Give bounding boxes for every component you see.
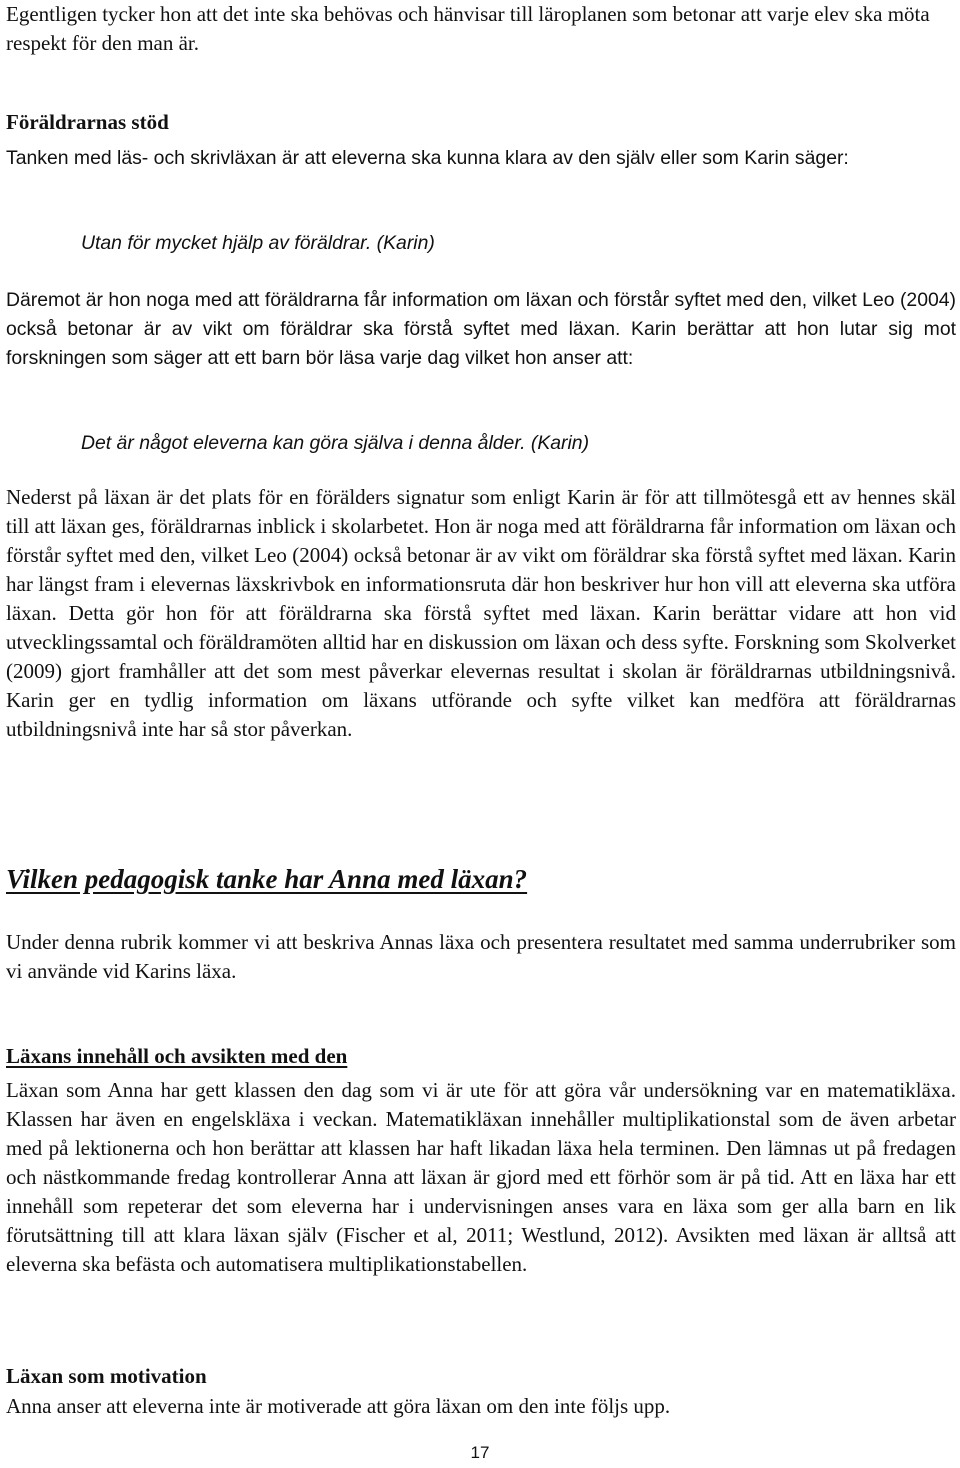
paragraph-anna-anser: Anna anser att eleverna inte är motiverade att göra läxan om den inte följs upp.: [6, 1394, 671, 1418]
heading-foraldrarnas-stod: Föräldrarnas stöd: [6, 110, 169, 134]
paragraph-nederst: Nederst på läxan är det plats för en förälders signatur som enligt Karin är för att tillmötesgå ett av hennes skäl till att läxan ges, föräldrarnas inblick i skolarbetet. Hon är noga med att föräldrarna får information om läxan och förstår syftet med den, vilket Leo (2004) också betonar är av vikt om föräldrar ska förstå syftet med läxan. Karin har längst fram i elevernas läxskrivbok en informationsruta där hon beskriver hur hon vill att eleverna ska utföra läxan. Detta gör hon för att föräldrarna ska förstå syftet med läxan. Karin berättar vidare att hon vid utvecklingssamtal och föräldramöten alltid har en diskussion om läxan och dess syfte. Forskning som Skolverket (2009) gjort framhåller att det som mest påverkar elevernas resultat i skolan är föräldrarnas utbildningsnivå. Karin ger en tydlig information om läxans utförande och syfte vilket kan medföra att föräldrarnas utbildningsnivå inte har så stor påverkan.: [6, 485, 956, 741]
section-title-anna: Vilken pedagogisk tanke har Anna med läxan?: [6, 864, 528, 894]
quote-karin-1: Utan för mycket hjälp av föräldrar. (Karin): [81, 232, 435, 254]
page-number: 17: [470, 1443, 490, 1462]
paragraph-tanken: Tanken med läs- och skrivläxan är att eleverna ska kunna klara av den själv eller som Karin säger:: [6, 147, 849, 169]
quote-karin-2: Det är något eleverna kan göra själva i denna ålder. (Karin): [81, 432, 590, 454]
paragraph-laxan-som-anna: Läxan som Anna har gett klassen den dag som vi är ute för att göra vår undersökning var en matematikläxa. Klassen har även en engelskläxa i veckan. Matematikläxan innehåller multiplikationstal som de även arbetar med på lektionerna och hon berättar att klassen har haft likadan läxa hela terminen. Den lämnas ut på fredagen och nästkommande fredag kontrollerar Anna att läxan är gjord med ett förhör som är på tid. Att en läxa har ett innehåll som repeterar det som eleverna har i undervisningen anses vara en läxa som ger alla barn en lik förutsättning till att klara läxan själv (Fischer et al, 2011; Westlund, 2012). Avsikten med läxan är alltså att eleverna ska befästa och automatisera multiplikationstabellen.: [6, 1078, 956, 1276]
paragraph-intro: Egentligen tycker hon att det inte ska behövas och hänvisar till läroplanen som betonar att varje elev ska möta respekt för den man är.: [6, 2, 930, 55]
heading-laxan-som-motivation: Läxan som motivation: [6, 1364, 207, 1388]
paragraph-under-denna-rubrik: Under denna rubrik kommer vi att beskriva Annas läxa och presentera resultatet med samma underrubriker som vi använde vid Karins läxa.: [6, 930, 956, 983]
paragraph-daremot: Däremot är hon noga med att föräldrarna får information om läxan och förstår syftet med den, vilket Leo (2004) också betonar är av vikt om föräldrar ska förstå syftet med läxan. Karin berättar att hon lutar sig mot forskningen som säger att ett barn bör läsa varje dag vilket hon anser att:: [6, 289, 956, 369]
heading-laxans-innehall: Läxans innehåll och avsikten med den: [6, 1044, 348, 1068]
